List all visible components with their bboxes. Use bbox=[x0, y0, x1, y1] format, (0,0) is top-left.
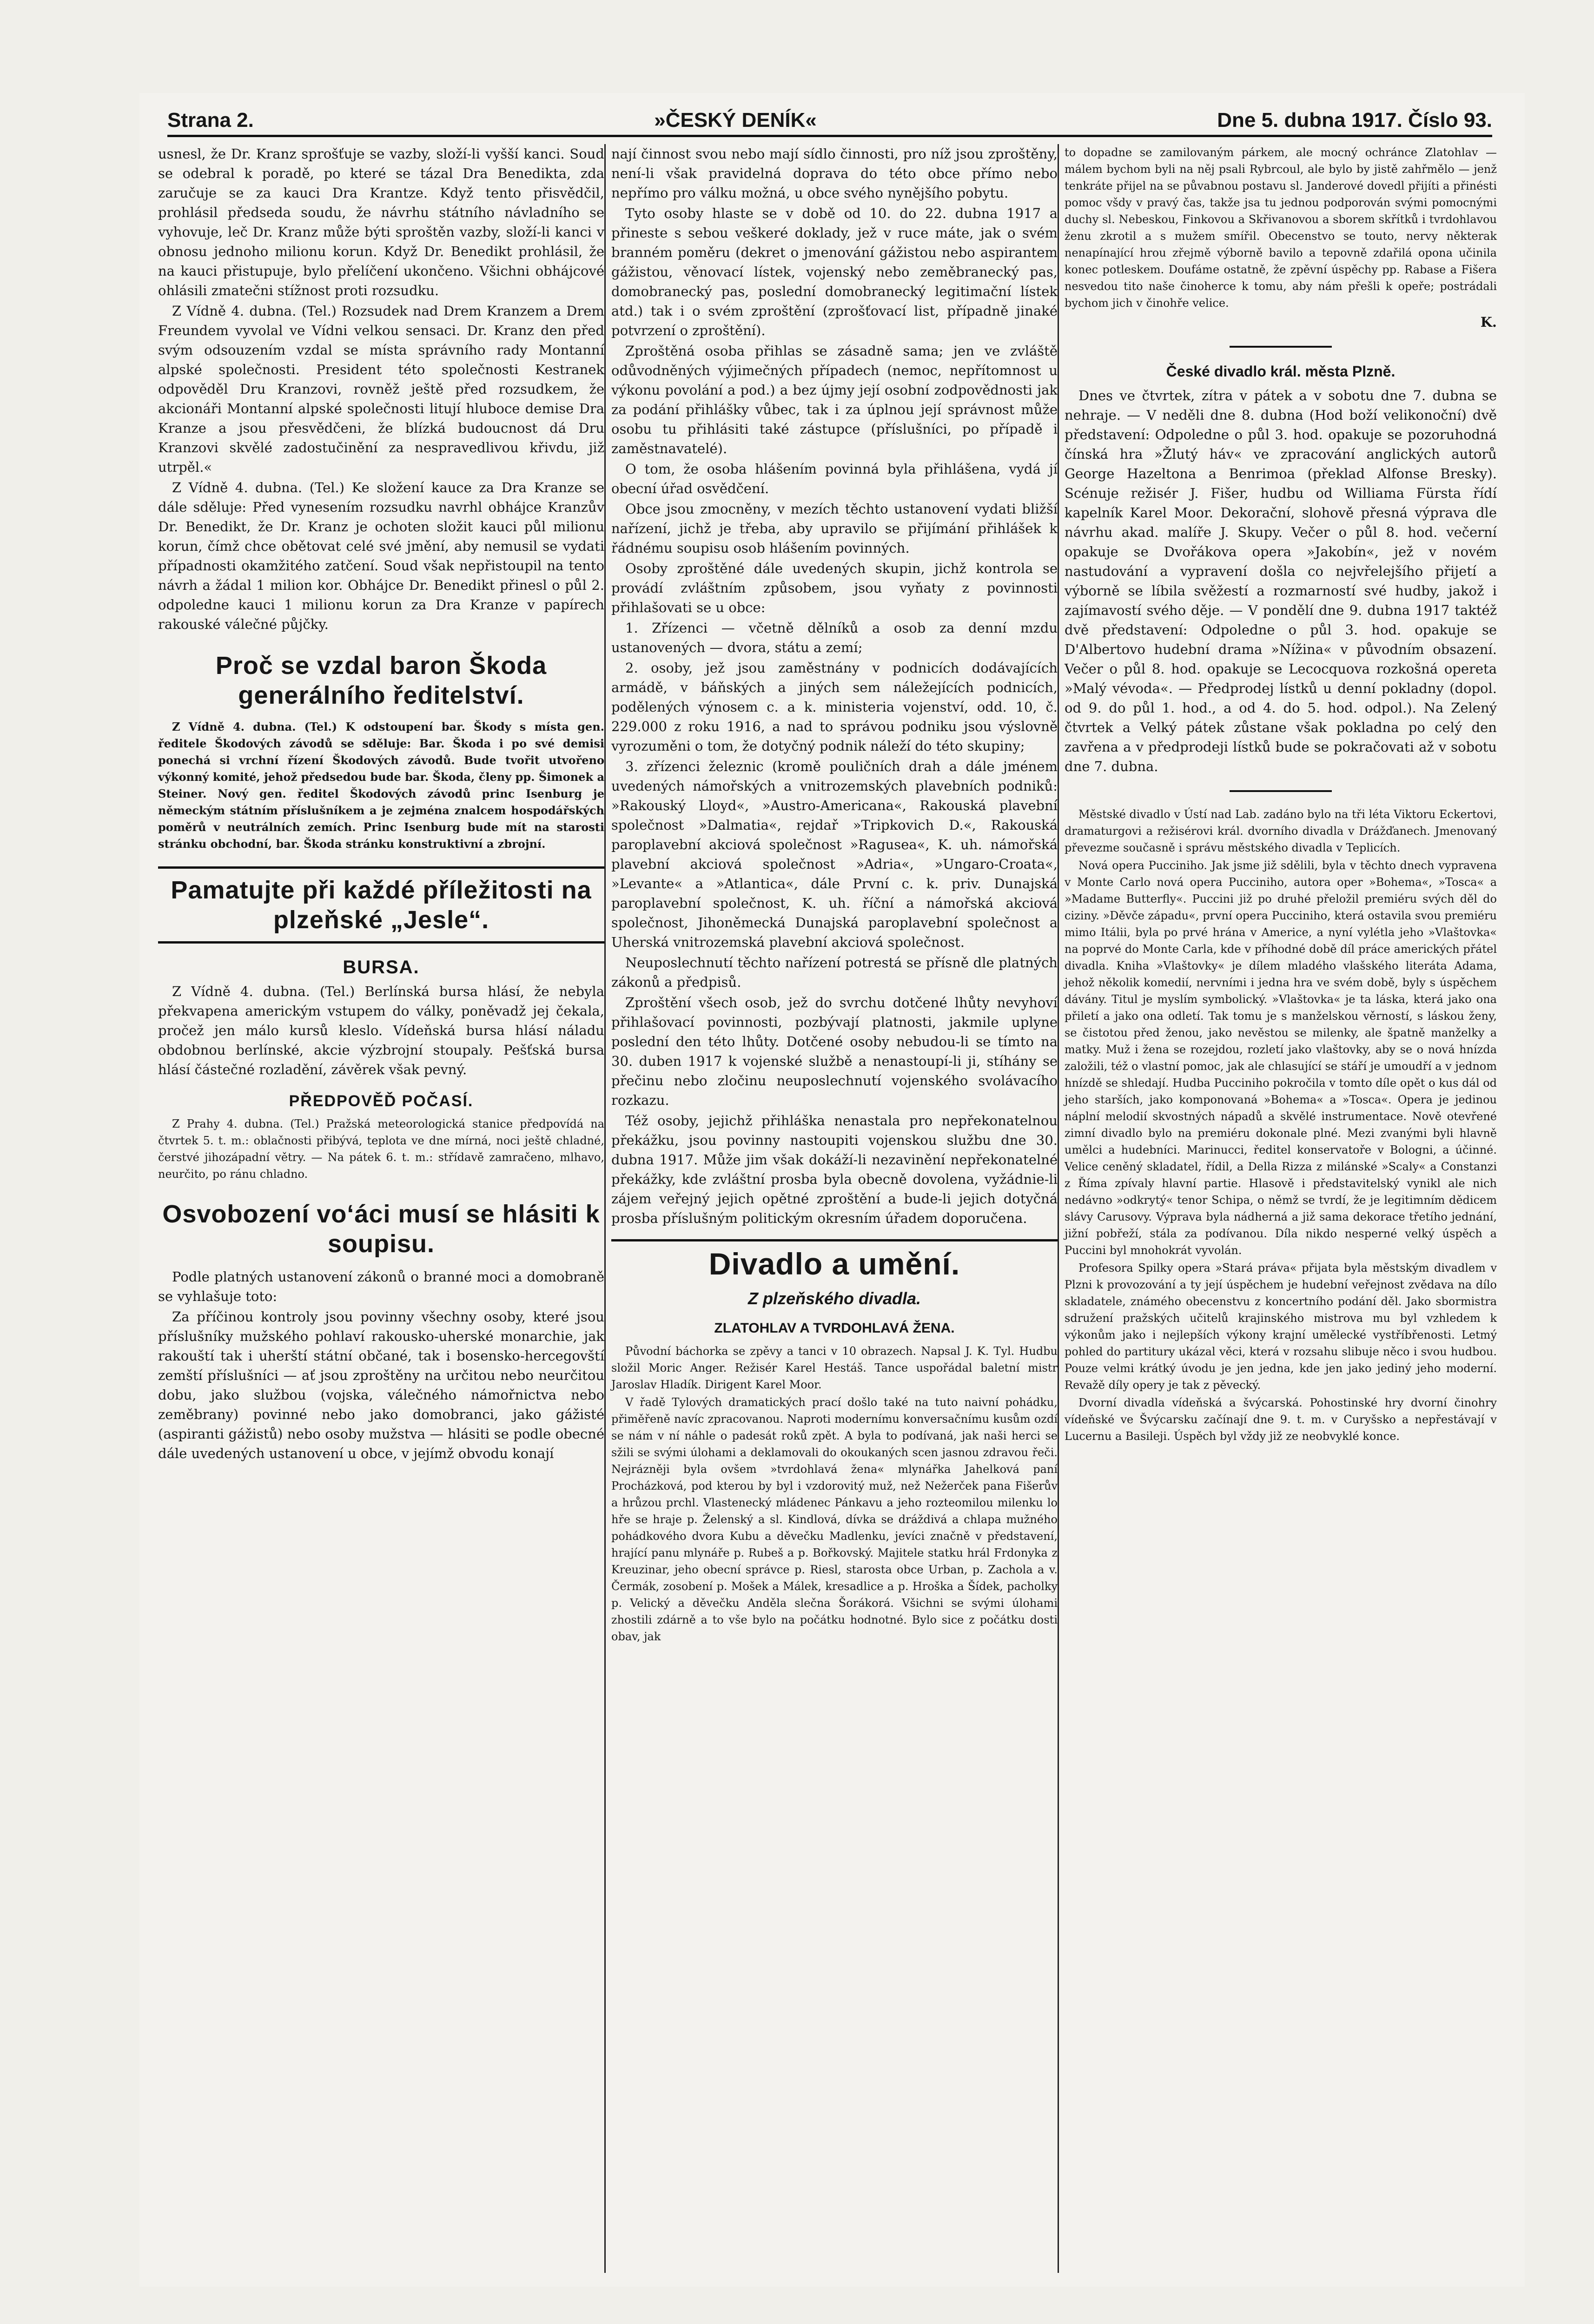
article-paragraph: Neuposlechnutí těchto nařízení potrestá se přísně dle platných zákonů a předpisů. bbox=[611, 955, 1058, 990]
section-heading-divadlo: Divadlo a umění. bbox=[708, 1247, 960, 1281]
headline-osvobozeni: Osvobození vo‘áci musí se hlásiti k soupisu. bbox=[162, 1200, 600, 1258]
article-paragraph: Dnes ve čtvrtek, zítra v pátek a v sobotu dne 7. dubna se nehraje. — V neděli dne 8. dubna (Hod boží velikonoční) dvě představení: Odpoledne o půl 3. hod. opakuje se pozoruhodná čínská hra »Žlutý háv« ve zpracování anglických autorů George Hazeltona a Benrimoa (překlad Alfonse Bresky). Scénuje režisér J. Fišer, hudbu od Williama Fürsta řídí kapelník Karel Moor. Dekorační, slohově přesná výprava dle návrhu akad. malíře J. Skupy. Večer o půl 8. hod. večerní opakuje se Dvořákova opera »Jakobín«, jež v novém nastudování a vypravení došla co nejvřelejšího přijetí a výborně se líbila svěžestí a rozmarností své hudby, jakož i zajímavostí svého děje. — V pondělí dne 9. dubna 1917 taktéž dvě představení: Odpoledne o půl 3. hod. opakuje se D'Albertovo hudební drama »Nížina« v původním obsazení. Večer o půl 8. hod. opakuje se Lecocquova rozkošná opereta »Malý vévoda«. — Předprodej lístků u denní pokladny (dopol. od 9. do půl 1. hod., a od 4. do 5. hod. odpol.). Na Zelený čtvrtek a Velký pátek zůstane však pokladna po celý den zavřena a v předprodeji lístků bude se pokračovati až v sobotu dne 7. dubna. bbox=[1065, 388, 1497, 774]
newspaper-page bbox=[139, 93, 1525, 2287]
article-paragraph: Z Vídně 4. dubna. (Tel.) Ke složení kauce za Dra Kranze se dále sděluje: Před vynesením rozsudku navrhl obhájce Kranzův Dr. Benedikt, že Dr. Kranz je ochoten složit kauci půl milionu korun, čímž chce obětovat celé své jmění, aby nemusil se vydati případnosti okamžitého zatčení. Soud však nepřistoupil na tento návrh a žádal 1 milion kor. Obhájce Dr. Benedikt přinesl o půl 2. odpoledne kauci 1 milionu korun za Dra Kranze v papírech rakouské válečné půjčky. bbox=[158, 480, 604, 632]
column-divider bbox=[604, 144, 606, 2273]
article-paragraph: Městské divadlo v Ústí nad Lab. zadáno bylo na tři léta Viktoru Eckertovi, dramaturgovi a režisérovi král. dvorního divadla v Drážďanech. Jmenovaný převezme současně i správu městského divadla v Teplicích. bbox=[1065, 808, 1497, 854]
author-signature: K. bbox=[1480, 314, 1497, 330]
article-paragraph: Též osoby, jejichž přihláška nenastala pro nepřekonatelnou překážku, jsou povinny nastoupiti vojenskou službu dne 30. dubna 1917. Může jim však dokáží-li nezavinění nepřekonatelné překážky, kde zvláštní prosba byla obecně dovolena, vyžádnie-li zájem veřejný jejich opětné zproštění a bude-li jejich dotyčná prosba příslušným politickým okresním úřadem doporučena. bbox=[611, 1113, 1058, 1226]
article-paragraph: to dopadne se zamilovaným párkem, ale mocný ochránce Zlatohlav — málem bychom byli na něj psali Rybrcoul, ale bylo by jistě zahřmělo — jenž tenkráte přijel na se půvabnou postavu sl. Janderové dovedl přijíti a přinésti pomoc všdy v pravý čas, takže jsa tu jednou podporován svými pomocnými duchy sl. Nebeskou, Finkovou a Skřivanovou a sborem skřítků i tvrdohlavou ženu zkrotil a s mužem smířil. Obecenstvo se touto, nervy některak nenapínající hrou zřejmě výborně bavilo a tepovně zdařilá opona učinila konec potleskem. Doufáme ostatně, že zpěvní úspěchy pp. Rabase a Fišera nesvedou tito naše činoherce k tomu, aby nám přešli k opeře; postrádali bychom jich v činohře velice. bbox=[1065, 146, 1497, 310]
subheading-zlatohlav: ZLATOHLAV A TVRDOHLAVÁ ŽENA. bbox=[714, 1320, 955, 1336]
article-paragraph: Podle platných ustanovení zákonů o branné moci a domobraně se vyhlašuje toto: bbox=[158, 1269, 604, 1304]
subheading-plzen: Z plzeňského divadla. bbox=[747, 1289, 921, 1308]
article-paragraph: 1. Zřízenci — včetně dělníků a osob za denní mzdu ustanovených — dvora, státu a zemí; bbox=[611, 620, 1058, 655]
separator-line bbox=[1230, 346, 1332, 348]
article-paragraph: 3. zřízenci železnic (kromě pouličních drah a dále jménem uvedených námořských a vnitrozemských plavebních podniků: »Rakouský Lloyd«, »Austro-Americana«, Rakouská plavební společnost »Dalmatia«, rejdař »Tripkovich D.«, Rakouská paroplavební akciová společnost »Ragusea«, K. uh. námořská plavební akciová společnost »Adria«, »Ungaro-Croata«, »Levante« a »Atlantica«, dále První c. k. priv. Dunajská paroplavební společnost, K. uh. říční a námořská akciová společnost, Jihoněmecká Dunajská paroplavební společnost a Uherská vnitrozemská plavební akciová společnost. bbox=[611, 759, 1058, 950]
article-paragraph: V řadě Tylových dramatických prací došlo také na tuto naivní pohádku, přiměřeně navíc zpracovanou. Naproti modernímu konversačnímu kusům ozdí se nám v ní náhle o padesát roků zpět. A byla to podívaná, jak naši herci se sžili se svými úlohami a deklamovali do okoukaných scen jasnou zdravou řeči. Nejrázněji byla ovšem »tvrdohlavá žena« mlynářka Jahelková paní Procházková, pod kterou by byl i vzdorovitý muž, než Nežerček pana Fišerův a hrůzou prchl. Vlastenecký mládenec Pánkavu a jeho rozteomilou milenku lo hře se hraje p. Želenský a sl. Kindlová, dívka se dráždivá a chlapa mužného pohádkového dvora Kubu a děvečku Madlenku, jevíci značně v představení, hrající panu mlynáře p. Rubeš a p. Bořkovský. Majitele statku hrál Frdonyka z Kreuzinar, jeho obecní správce p. Riesl, starosta obce Urban, p. Zachola a v. Čermák, zosobení p. Mošek a Málek, kresadlice a p. Hroška a Šídek, pacholky p. Velický a děvečku Anděla slečna Šorákorá. Všichni se svými úlohami zhostili zdárně a to vše bylo na počátku hodnotné. Bylo sice z počátku dosti obav, jak bbox=[611, 1396, 1058, 1643]
article-paragraph: Obce jsou zmocněny, v mezích těchto ustanovení vydati bližší nařízení, jichž je třeba, aby upravilo se přijímání přihlášek k řádnému soupisu osob hlášením povinných. bbox=[611, 501, 1058, 556]
subheading-ceske-divadlo: České divadlo král. města Plzně. bbox=[1166, 363, 1396, 380]
section-heading-weather: PŘEDPOVĚĎ POČASÍ. bbox=[289, 1092, 474, 1110]
article-paragraph: 2. osoby, jež jsou zaměstnány v podnicích dodávajících armádě, v báňských a jiných sem náležejících podnicích, podělených výnosem c. a k. ministeria vojenství, odd. 10, č. 229.000 z roku 1916, a nad to správou podniku jsou výslovně vyrozuměni o tom, že dotyčný podnik náleží do této skupiny; bbox=[611, 660, 1058, 754]
article-paragraph: usnesl, že Dr. Kranz sprošťuje se vazby, složí-li vyšší kanci. Soud se odebral k poradě, po které se tázal Dra Benedikta, zda zaručuje se za kauci Dra Krantze. Když tento přisvědčil, prohlásil předseda soudu, že návrhu státního návladního se vyhovuje, leč Dr. Kranz může býti sproštěn vazby, složí-li kanci v obnosu jednoho milionu korun. Když Dr. Benedikt prohlásil, že na kauci přistupuje, bylo přelíčení ukončeno. Všichni obhájcové ohlásili zmatečni stížnost proti rozsudku. bbox=[158, 146, 604, 298]
article-paragraph: Nová opera Pucciniho. Jak jsme již sdělili, byla v těchto dnech vypravena v Monte Carlo nová opera Pucciniho, autora oper »Bohema«, »Tosca« a »Madame Butterfly«. Puccini již po druhé přeložil premiéru svých děl do ciziny. »Děvče západu«, první opera Pucciniho, která ostavila svou premiéru mimo Itálii, byla po prvé hrána v Americe, a nyní vylétla jeho »Vlaštovka« na poprvé do Monte Carla, kde v příhodné době díl práce amerických přátel divadla. Kniha »Vlaštovky« je dílem mladého vlašského literáta Adama, jehož několik komedií, nervními i jedna hra ve svém době, byly s úspěchem dávány. Titul je myslím symbolický. »Vlaštovka« je ta láska, která jako ona přiletí a jako ona odletí. Tak tomu je s manželskou věrností, s láskou ženy, se čistotou před ženou, jako nevěstou se milenky, ale špatně manželky a matky. Muž i žena se rozejdou, rozletí jako vlaštovky, aby se o nová hnízda založili, též o vlastní pomoc, jak ale chlasující se stáří je umoudří a v jednom hnízdě se shledají. Hudba Pucciniho pokročila v tomto díle opět o kus dál od jeho starších, jako komponovaná »Bohema« a »Tosca«. Opera je jedinou náplní melodií skvostných nápadů a skvělé instrumentace. Nově otevřené zimní divadlo bylo na premiéru dokonale plné. Mezi zvanými byli hlavně umělci a hudebníci. Marinucci, ředitel konservatoře v Bologni, a účinné. Velice ceněný skladatel, řídil, a Della Rizza z milánské »Scaly« a Constanzi z Říma zpívaly hlavní partie. Hlasově i představitelský vynikl ale nich nedávno »odkrytý« tenor Schipa, o němž se tvrdí, že je legitimním dědicem slávy Carusovy. Výprava byla nádherná a již sama dekorace třetího jednání, jižní pobřeží, stála za podívanou. Díla nikdo nesperné velký úspěch a Puccini byl mnohokrát vyvolán. bbox=[1065, 859, 1497, 1257]
date-and-issue: Dne 5. dubna 1917. Číslo 93. bbox=[1217, 109, 1492, 132]
article-paragraph: Z Prahy 4. dubna. (Tel.) Pražská meteorologická stanice předpovídá na čtvrtek 5. t. m.: oblačnosti přibývá, teplota ve dne mírná, noci ještě chladné, čerstvé jihozápadní větry. — Na pátek 6. t. m.: střídavě zamračeno, mlhavo, neurčito, po ránu chladno. bbox=[158, 1117, 604, 1181]
article-paragraph: Původní báchorka se zpěvy a tanci v 10 obrazech. Napsal J. K. Tyl. Hudbu složil Moric Anger. Režisér Karel Hestáš. Tance uspořádal baletní mistr Jaroslav Hladík. Dirigent Karel Moor. bbox=[611, 1345, 1058, 1391]
section-rule bbox=[611, 1239, 1058, 1241]
article-paragraph: Profesora Spilky opera »Stará práva« přijata byla městským divadlem v Plzni k provozování a ty její úspěchem je hudební veřejnost zvědava na dílo skladatele, známého obecenstvu z koncertního podání děl. Jako sbormistra sdružení pražských učitelů krajinského mistrova mu byl vzhledem k výkonům jako i nejlepších výkony krajní umělecké vystříbřenosti. Letmý pohled do partitury ukázal věci, která v rozsahu slibuje něco i svou hudbou. Pouze velmi krátký úvodu je jen jedna, kde jen jako jediný jeho moderní. Revažě díly opery je tak z pěvecký. bbox=[1065, 1261, 1497, 1392]
headline-skoda: Proč se vzdal baron Škoda generálního ředitelství. bbox=[215, 652, 547, 709]
article-paragraph: Zproštění všech osob, jež do svrchu dotčené lhůty nevyhoví přihlašovací povinnosti, pozbývají platnosti, jakmile uplyne poslední den této lhůty. Dotčené osoby nebudou-li se tímto na 30. duben 1917 k vojenské službě a nenastoupí-li ji, stíhány se přečinu nebo zločinu neuposlechnutí vojenského svolávacího rozkazu. bbox=[611, 995, 1058, 1108]
article-paragraph: Zproštěná osoba přihlas se zásadně sama; jen ve zvláště odůvodněných výjimečných případech (nemoc, nepřítomnost u výkonu povolání a pod.) a bez újmy její osobní zodpovědnosti jak za podání přihlášky vůbec, tak i za úplnou její správnost může osobu tu přihlásiti také zástupce (příslušníci, po případě i zaměstnavatelé). bbox=[611, 343, 1058, 456]
article-paragraph: Z Vídně 4. dubna. (Tel.) Berlínská bursa hlásí, že nebyla překvapena americkým vstupem do války, poněvadž jej čekala, pročež jen málo kursů kleslo. Vídeňská bursa hlásí náladu obdobnou berlínské, akcie výzbrojní stoupaly. Pešťská bursa hlásí částečné rozladění, závěrek však pevný. bbox=[158, 984, 604, 1077]
page-header bbox=[167, 102, 1492, 137]
advertisement-text: Pamatujte při každé příležitosti na plzeňské „Jesle“. bbox=[171, 876, 592, 934]
article-paragraph: Osoby zproštěné dále uvedených skupin, jichž kontrola se provádí zvláštním způsobem, jsou vyňaty z povinnosti přihlašovati se u obce: bbox=[611, 561, 1058, 615]
section-heading-bursa: BURSA. bbox=[343, 957, 420, 977]
article-paragraph: Za příčinou kontroly jsou povinny všechny osoby, které jsou příslušníky mužského pohlaví rakousko-uherské monarchie, jak rakouští tak i uherští státní občané, tak i bosensko-hercegovští zemští příslušníci — ať jsou zproštěny na určitou nebo neurčitou dobu, jako službou (vojska, válečného námořnictva nebo zeměbrany) povinné nebo jako domobranci, jako gážisté (aspiranti gážistů) nebo osoby mužstva — hlásiti se podle obecné dále uvedených ustanovení u obce, v jejímž obvodu konají bbox=[158, 1309, 604, 1461]
page-number: Strana 2. bbox=[167, 109, 254, 132]
separator-line bbox=[1230, 790, 1332, 792]
article-paragraph: Z Vídně 4. dubna. (Tel.) K odstoupení bar. Škody s místa gen. ředitele Škodových závodů se sděluje: Bar. Škoda i po své demisi ponechá si vrchní řízení Škodových závodů. Bude tvořit utvořeno výkonný komité, jehož předsedou bude bar. Škoda, členy pp. Šimonek a Steiner. Nový gen. ředitel Škodových závodů princ Isenburg je německým státním příslušníkem a je zejména znalcem hospodářských poměrů v neutrálních zemích. Princ Isenburg bude mít na starosti stránku obchodní, bar. Škoda stránku konstruktivní a zbrojní. bbox=[158, 720, 604, 851]
article-paragraph: Z Vídně 4. dubna. (Tel.) Rozsudek nad Drem Kranzem a Drem Freundem vyvolal ve Vídni velkou sensaci. Dr. Kranz den před svým odsouzením vzdal se místa správního rady Montanní alpské společnosti. President této společnosti Kestranek odpověděl Dru Kranzovi, rovněž ještě před rozsudkem, že akcionáři Montanní alpské společnosti litují hluboce demise Dra Kranze a jsou přesvědčeni, že blízká budoucnost dá Dru Kranzovi skvělé zadostučinění za nespravedlivou křivdu, již utrpěl.« bbox=[158, 303, 604, 475]
column-divider bbox=[1058, 144, 1059, 2273]
advertisement-box bbox=[158, 866, 604, 944]
article-paragraph: O tom, že osoba hlášením povinná byla přihlášena, vydá jí obecní úřad osvědčení. bbox=[611, 461, 1058, 496]
article-paragraph: Dvorní divadla vídeňská a švýcarská. Pohostinské hry dvorní činohry vídeňské ve Švýcarsku začínají dne 9. t. m. v Curyšsko a nepřestávají v Lucernu a Basileji. Úspěch byl vždy již ze neobvyklé konce. bbox=[1065, 1396, 1497, 1443]
article-paragraph: Tyto osoby hlaste se v době od 10. do 22. dubna 1917 a přineste s sebou veškeré doklady, jež v ruce máte, jak o svém branném poměru (dekret o jmenování gážistou nebo aspirantem gážistou, věnovací lístek, vojenský nebo zeměbranecký pas, domobranecký pas, poslední domobranecký legitimační lístek atd.) tak i o svém zproštění (zprošťovací list, případně jinaké potvrzení o zproštění). bbox=[611, 205, 1058, 338]
article-paragraph: nají činnost svou nebo mají sídlo činnosti, pro níž jsou zproštěny, není-li však pravidelná doprava do této obce přímo nebo nepřímo pro válku možná, u obce svého nynějšího pobytu. bbox=[611, 146, 1058, 201]
column-3 bbox=[1065, 144, 1497, 1446]
column-1 bbox=[158, 144, 604, 1464]
column-2 bbox=[611, 144, 1058, 1646]
newspaper-title: »ČESKÝ DENÍK« bbox=[654, 109, 817, 132]
